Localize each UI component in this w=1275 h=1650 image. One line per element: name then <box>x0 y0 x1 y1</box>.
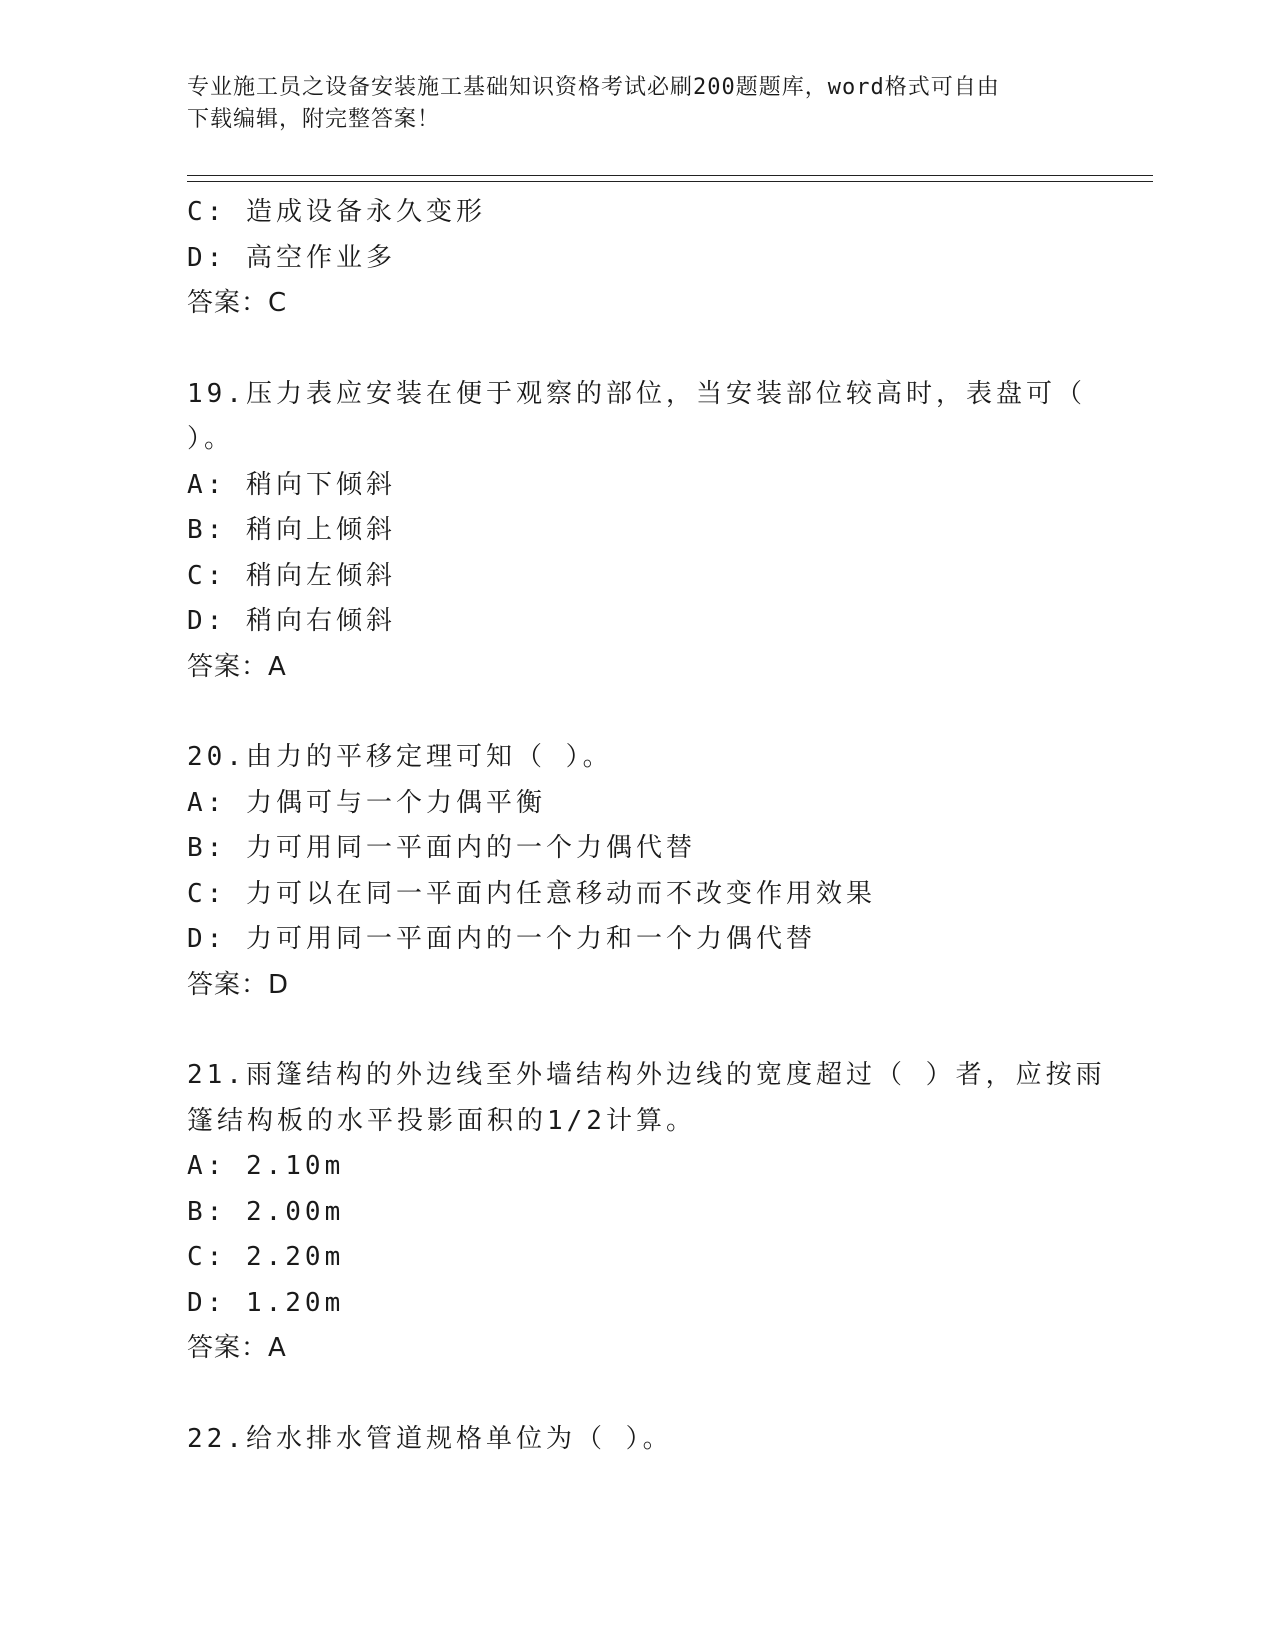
question-title-continued: ）。 <box>187 424 235 454</box>
option-b: B: 稍向上倾斜 <box>187 515 396 545</box>
option-a: A: 稍向下倾斜 <box>187 469 396 500</box>
answer-line: 答案：C <box>187 288 288 318</box>
option-d: D: 1.20m <box>187 1287 345 1318</box>
question-21 <box>187 1053 1127 1372</box>
option-a: A: 2.10m <box>187 1151 345 1181</box>
option-c: C: 2.20m <box>187 1242 345 1272</box>
option-c: C: 造成设备永久变形 <box>187 197 486 227</box>
header-line-1: 专业施工员之设备安装施工基础知识资格考试必刷200题题库，word格式可自由 <box>187 75 1000 100</box>
question-20 <box>187 735 1127 1008</box>
question-title: 20.由力的平移定理可知（ ）。 <box>187 742 613 772</box>
header-line-2: 下载编辑，附完整答案！ <box>187 107 441 132</box>
option-d: D: 高空作业多 <box>187 242 396 273</box>
question-title-continued: 篷结构板的水平投影面积的1/2计算。 <box>187 1105 696 1136</box>
question-title: 22.给水排水管道规格单位为（ ）。 <box>187 1423 673 1454</box>
option-b: B: 力可用同一平面内的一个力偶代替 <box>187 833 696 863</box>
option-c: C: 稍向左倾斜 <box>187 560 396 591</box>
header-divider-top <box>187 175 1153 176</box>
question-fragment <box>187 190 1127 327</box>
answer-line: 答案：A <box>187 1333 287 1363</box>
question-title: 21.雨篷结构的外边线至外墙结构外边线的宽度超过（ ）者，应按雨 <box>187 1060 1106 1090</box>
option-c: C: 力可以在同一平面内任意移动而不改变作用效果 <box>187 878 876 909</box>
question-title: 19.压力表应安装在便于观察的部位，当安装部位较高时，表盘可（ <box>187 378 1086 409</box>
document-header <box>187 72 1067 136</box>
option-a: A: 力偶可与一个力偶平衡 <box>187 787 546 818</box>
question-19 <box>187 372 1127 691</box>
option-d: D: 稍向右倾斜 <box>187 606 396 636</box>
question-22 <box>187 1417 1127 1463</box>
question-list <box>187 190 1127 1462</box>
option-d: D: 力可用同一平面内的一个力和一个力偶代替 <box>187 924 816 954</box>
option-b: B: 2.00m <box>187 1196 345 1227</box>
answer-line: 答案：D <box>187 969 290 1000</box>
answer-line: 答案：A <box>187 651 287 682</box>
header-divider-bottom <box>187 181 1153 182</box>
